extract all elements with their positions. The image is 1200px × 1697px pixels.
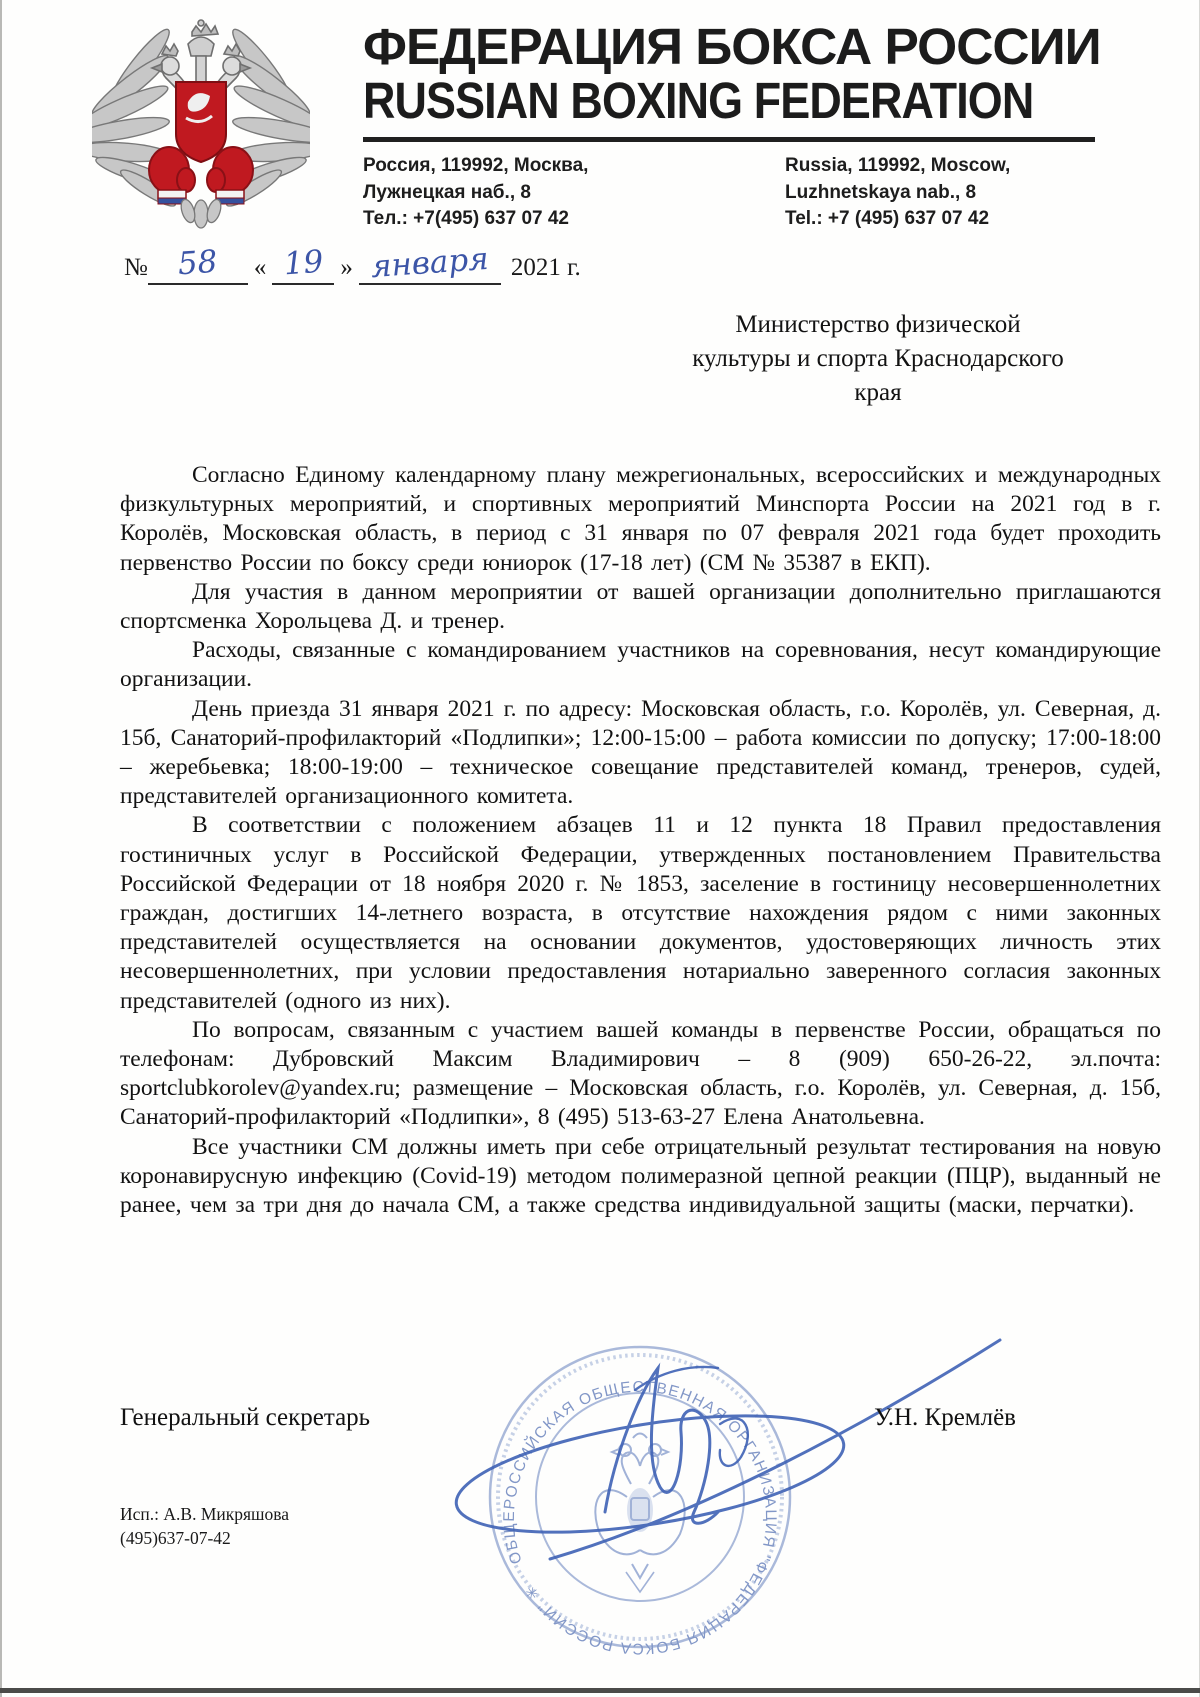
scan-edge <box>0 1688 1200 1693</box>
address-ru-line: Россия, 119992, Москва, <box>363 155 589 176</box>
doc-number-handwritten: 58 <box>176 243 219 283</box>
letterhead <box>363 18 1101 233</box>
executor-phone: (495)637-07-42 <box>120 1528 231 1548</box>
org-name-ru: ФЕДЕРАЦИЯ БОКСА РОССИИ <box>363 18 1101 75</box>
doc-day-handwritten: 19 <box>282 243 325 283</box>
org-name-en: RUSSIAN BOXING FEDERATION <box>363 72 1034 129</box>
doc-number-label: № <box>124 254 148 281</box>
crown-icon <box>188 20 218 56</box>
stamp-and-signature <box>400 1272 1100 1692</box>
round-stamp-icon <box>490 1347 790 1657</box>
header-divider <box>363 137 1095 142</box>
doc-month-blank <box>359 240 501 286</box>
paragraph: По вопросам, связанным с участием вашей команды в первенстве России, обращаться по телефонам: Дубровский Максим Владимирович – 8 (909) 650-26-22, эл.почта: sportclubkorolev@yandex.ru; размещение – Московская область, г.о. Королёв, ул. Северная, д. 15б, Санаторий-профилакторий «Подлипки», 8 (495) 513-63-27 Елена Анатольевна. <box>120 1016 1161 1131</box>
doc-year: 2021 г. <box>510 254 581 281</box>
signer-title: Генеральный секретарь <box>120 1404 371 1431</box>
signer-name: У.Н. Кремлёв <box>874 1404 1016 1431</box>
quote-close: » <box>340 254 353 281</box>
paragraph: День приезда 31 января 2021 г. по адресу: Московская область, г.о. Королёв, ул. Северная, д. 15б, Санаторий-профилакторий «Подлипки»; 12:00-15:00 – работа комиссии по допуску; 17:00-18:00 – жеребьевка; 18:00-19:00 – техническое совещание представителей команд, тренеров, судей, представителей организационного комитета. <box>120 695 1161 810</box>
stamp-eagle-icon <box>595 1434 684 1593</box>
eagle-tail-icon <box>179 198 224 228</box>
quote-open: « <box>253 254 267 281</box>
address-ru-line: Тел.: +7(495) 637 07 42 <box>363 208 570 229</box>
paragraph: Для участия в данном мероприятии от вашей организации дополнительно приглашаются спортсменка Хорольцева Д. и тренер. <box>120 578 1161 635</box>
paragraph: Согласно Единому календарному плану межрегиональных, всероссийских и международных физкультурных мероприятий, и спортивных мероприятий Минспорта России на 2021 год в г. Королёв, Московская область, в период с 31 января по 07 февраля 2021 года будет проходить первенство России по боксу среди юниорок (17-18 лет) (СМ № 35387 в ЕКП). <box>120 462 1161 576</box>
addressee-block <box>648 308 1108 410</box>
address-ru-line: Лужнецкая наб., 8 <box>363 181 531 203</box>
doc-number-blank <box>148 243 248 285</box>
doc-month-handwritten: января <box>369 240 490 286</box>
shield-icon <box>176 82 226 162</box>
address-en <box>785 153 1095 233</box>
paragraph: Расходы, связанные с командированием участников на соревнования, несут командирующие организации. <box>120 637 1161 693</box>
paragraph: В соответствии с положением абзацев 11 и 12 пункта 18 Правил предоставления гостиничных услуг в Российской Федерации, утвержденных постановлением Правительства Российской Федерации от 18 ноября 2020 г. № 1853, заселение в гостиницу несовершеннолетних граждан, достигших 14-летнего возраста, в отсутствие нахождения рядом с ними законных представителей осуществляется на основании документов, удостоверяющих личность этих несовершеннолетних, при условии предоставления нотариально заверенного согласия законных представителей (одного из них). <box>120 812 1161 1014</box>
federation-logo <box>92 14 310 232</box>
reference-date-line <box>124 240 581 286</box>
executor-name: Исп.: А.В. Микряшова <box>120 1504 290 1524</box>
address-en-line: Luzhnetskaya nab., 8 <box>785 181 977 203</box>
address-ru <box>363 153 785 233</box>
addressee-line: культуры и спорта Краснодарского <box>692 345 1064 372</box>
addressee-line: Министерство физической <box>735 311 1021 338</box>
executor-block <box>120 1502 289 1550</box>
address-en-line: Tel.: +7 (495) 637 07 42 <box>785 208 990 229</box>
doc-day-blank <box>272 243 334 285</box>
stamp-ring-text: ОБЩЕРОССИЙСКАЯ ОБЩЕСТВЕННАЯ ОРГАНИЗАЦИЯ "ФЕДЕРАЦИЯ БОКСА РОССИИ" ✳ <box>500 1378 780 1657</box>
scan-edge <box>0 0 2 1697</box>
signature-row <box>120 1404 1016 1432</box>
letter-body <box>120 461 1161 1220</box>
addressee-line: края <box>854 379 902 406</box>
address-en-line: Russia, 119992, Moscow, <box>785 155 1011 176</box>
paragraph: Все участники СМ должны иметь при себе отрицательный результат тестирования на новую коронавирусную инфекцию (Covid-19) методом полимеразной цепной реакции (ПЦР), выданный не ранее, чем за три дня до начала СМ, а также средства индивидуальной защиты (маски, перчатки). <box>120 1133 1161 1219</box>
